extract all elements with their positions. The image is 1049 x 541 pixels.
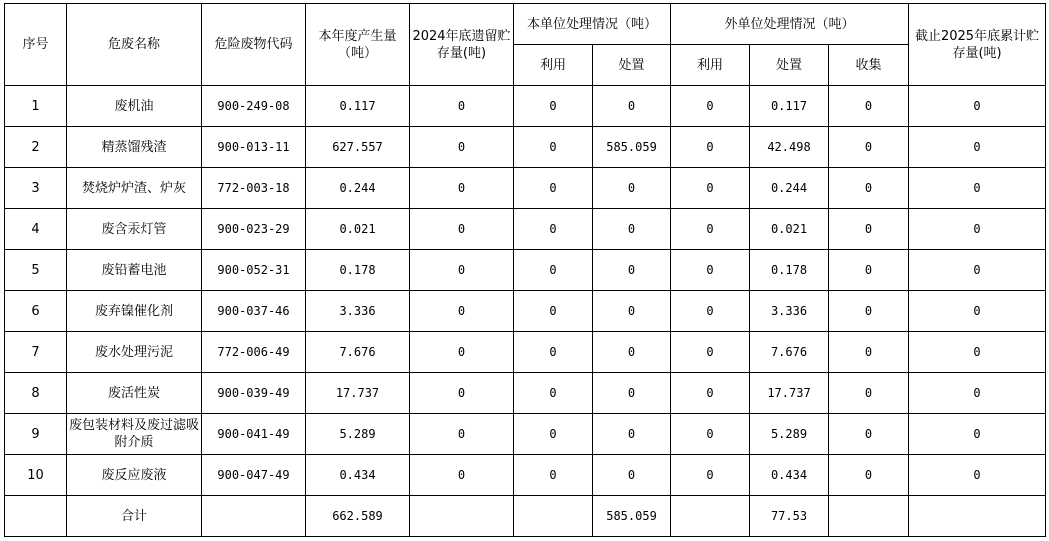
cell-ext-use: 0 xyxy=(671,291,750,332)
cell-int-dispose: 0 xyxy=(593,373,671,414)
cell-code: 900-249-08 xyxy=(202,86,306,127)
cell-cumulative: 0 xyxy=(909,455,1046,496)
cell-code: 900-052-31 xyxy=(202,250,306,291)
cell-carry: 0 xyxy=(410,209,514,250)
cell-cumulative: 0 xyxy=(909,250,1046,291)
cell-annual: 3.336 xyxy=(306,291,410,332)
table-row xyxy=(5,373,1046,414)
table-row xyxy=(5,86,1046,127)
cell-seq: 2 xyxy=(5,127,67,168)
total-label: 合计 xyxy=(67,496,202,537)
cell-int-use: 0 xyxy=(514,414,593,455)
cell-seq: 6 xyxy=(5,291,67,332)
table-row xyxy=(5,414,1046,455)
cell-name: 废水处理污泥 xyxy=(67,332,202,373)
cell-carry: 0 xyxy=(410,127,514,168)
total-int-dispose: 585.059 xyxy=(593,496,671,537)
cell-ext-use: 0 xyxy=(671,209,750,250)
cell-ext-collect: 0 xyxy=(829,455,909,496)
cell-int-use: 0 xyxy=(514,332,593,373)
cell-annual: 17.737 xyxy=(306,373,410,414)
cell-ext-dispose: 42.498 xyxy=(750,127,829,168)
hazardous-waste-table xyxy=(4,3,1046,537)
cell-cumulative: 0 xyxy=(909,332,1046,373)
cell-int-dispose: 0 xyxy=(593,209,671,250)
cell-code: 900-047-49 xyxy=(202,455,306,496)
cell-total-blank xyxy=(671,496,750,537)
cell-carry: 0 xyxy=(410,250,514,291)
total-ext-dispose: 77.53 xyxy=(750,496,829,537)
cell-carry: 0 xyxy=(410,291,514,332)
header-carry: 2024年底遗留贮存量(吨) xyxy=(410,4,514,86)
cell-int-use: 0 xyxy=(514,291,593,332)
cell-ext-use: 0 xyxy=(671,373,750,414)
header-ext-dispose: 处置 xyxy=(750,45,829,86)
cell-name: 废含汞灯管 xyxy=(67,209,202,250)
cell-ext-use: 0 xyxy=(671,127,750,168)
table-row xyxy=(5,332,1046,373)
cell-name: 精蒸馏残渣 xyxy=(67,127,202,168)
cell-seq: 7 xyxy=(5,332,67,373)
cell-seq: 1 xyxy=(5,86,67,127)
cell-name: 废包装材料及废过滤吸附介质 xyxy=(67,414,202,455)
cell-annual: 0.117 xyxy=(306,86,410,127)
cell-int-dispose: 0 xyxy=(593,168,671,209)
cell-seq: 5 xyxy=(5,250,67,291)
table-row xyxy=(5,168,1046,209)
cell-cumulative: 0 xyxy=(909,86,1046,127)
total-annual: 662.589 xyxy=(306,496,410,537)
cell-seq: 3 xyxy=(5,168,67,209)
cell-name: 废铅蓄电池 xyxy=(67,250,202,291)
cell-int-use: 0 xyxy=(514,209,593,250)
cell-ext-dispose: 0.434 xyxy=(750,455,829,496)
cell-ext-collect: 0 xyxy=(829,168,909,209)
cell-int-use: 0 xyxy=(514,250,593,291)
total-row xyxy=(5,496,1046,537)
cell-ext-collect: 0 xyxy=(829,127,909,168)
header-name: 危废名称 xyxy=(67,4,202,86)
cell-ext-use: 0 xyxy=(671,332,750,373)
cell-ext-collect: 0 xyxy=(829,414,909,455)
cell-total-blank xyxy=(202,496,306,537)
cell-name: 废弃镍催化剂 xyxy=(67,291,202,332)
cell-seq: 10 xyxy=(5,455,67,496)
cell-cumulative: 0 xyxy=(909,209,1046,250)
cell-code: 900-041-49 xyxy=(202,414,306,455)
cell-annual: 0.434 xyxy=(306,455,410,496)
cell-ext-collect: 0 xyxy=(829,291,909,332)
cell-ext-dispose: 0.021 xyxy=(750,209,829,250)
cell-int-dispose: 0 xyxy=(593,86,671,127)
cell-total-blank xyxy=(829,496,909,537)
cell-code: 900-023-29 xyxy=(202,209,306,250)
cell-name: 焚烧炉炉渣、炉灰 xyxy=(67,168,202,209)
cell-ext-collect: 0 xyxy=(829,86,909,127)
header-ext-collect: 收集 xyxy=(829,45,909,86)
cell-carry: 0 xyxy=(410,414,514,455)
cell-name: 废机油 xyxy=(67,86,202,127)
cell-ext-collect: 0 xyxy=(829,373,909,414)
header-int-dispose: 处置 xyxy=(593,45,671,86)
cell-int-use: 0 xyxy=(514,168,593,209)
header-cumulative: 截止2025年底累计贮存量(吨) xyxy=(909,4,1046,86)
cell-name: 废反应废液 xyxy=(67,455,202,496)
cell-cumulative: 0 xyxy=(909,414,1046,455)
cell-code: 772-006-49 xyxy=(202,332,306,373)
cell-int-use: 0 xyxy=(514,86,593,127)
cell-seq: 4 xyxy=(5,209,67,250)
cell-int-use: 0 xyxy=(514,373,593,414)
cell-cumulative: 0 xyxy=(909,127,1046,168)
cell-ext-use: 0 xyxy=(671,455,750,496)
cell-name: 废活性炭 xyxy=(67,373,202,414)
cell-annual: 7.676 xyxy=(306,332,410,373)
cell-int-dispose: 0 xyxy=(593,332,671,373)
cell-seq: 8 xyxy=(5,373,67,414)
header-seq: 序号 xyxy=(5,4,67,86)
cell-seq: 9 xyxy=(5,414,67,455)
cell-carry: 0 xyxy=(410,455,514,496)
cell-cumulative: 0 xyxy=(909,373,1046,414)
cell-int-dispose: 0 xyxy=(593,250,671,291)
cell-ext-dispose: 5.289 xyxy=(750,414,829,455)
cell-ext-dispose: 0.117 xyxy=(750,86,829,127)
cell-code: 900-037-46 xyxy=(202,291,306,332)
cell-ext-dispose: 17.737 xyxy=(750,373,829,414)
cell-total-blank xyxy=(514,496,593,537)
cell-ext-dispose: 0.244 xyxy=(750,168,829,209)
cell-ext-use: 0 xyxy=(671,414,750,455)
cell-ext-dispose: 3.336 xyxy=(750,291,829,332)
cell-int-use: 0 xyxy=(514,455,593,496)
cell-code: 772-003-18 xyxy=(202,168,306,209)
cell-ext-use: 0 xyxy=(671,168,750,209)
header-internal: 本单位处理情况（吨） xyxy=(514,4,671,45)
cell-ext-dispose: 7.676 xyxy=(750,332,829,373)
cell-annual: 0.244 xyxy=(306,168,410,209)
cell-ext-collect: 0 xyxy=(829,332,909,373)
cell-annual: 5.289 xyxy=(306,414,410,455)
cell-total-blank xyxy=(909,496,1046,537)
header-int-use: 利用 xyxy=(514,45,593,86)
header-code: 危险废物代码 xyxy=(202,4,306,86)
cell-ext-use: 0 xyxy=(671,250,750,291)
header-row-top xyxy=(5,4,1046,45)
cell-int-dispose: 0 xyxy=(593,455,671,496)
table-row xyxy=(5,455,1046,496)
cell-carry: 0 xyxy=(410,332,514,373)
table-row xyxy=(5,250,1046,291)
cell-total-blank xyxy=(5,496,67,537)
cell-annual: 627.557 xyxy=(306,127,410,168)
cell-ext-collect: 0 xyxy=(829,250,909,291)
cell-cumulative: 0 xyxy=(909,168,1046,209)
cell-carry: 0 xyxy=(410,168,514,209)
table-row xyxy=(5,209,1046,250)
header-external: 外单位处理情况（吨） xyxy=(671,4,909,45)
cell-annual: 0.021 xyxy=(306,209,410,250)
cell-carry: 0 xyxy=(410,373,514,414)
header-ext-use: 利用 xyxy=(671,45,750,86)
cell-code: 900-013-11 xyxy=(202,127,306,168)
cell-carry: 0 xyxy=(410,86,514,127)
cell-ext-use: 0 xyxy=(671,86,750,127)
cell-total-blank xyxy=(410,496,514,537)
cell-code: 900-039-49 xyxy=(202,373,306,414)
table-row xyxy=(5,291,1046,332)
cell-cumulative: 0 xyxy=(909,291,1046,332)
header-annual: 本年度产生量（吨） xyxy=(306,4,410,86)
cell-int-dispose: 0 xyxy=(593,414,671,455)
cell-annual: 0.178 xyxy=(306,250,410,291)
cell-int-use: 0 xyxy=(514,127,593,168)
cell-int-dispose: 0 xyxy=(593,291,671,332)
cell-ext-dispose: 0.178 xyxy=(750,250,829,291)
cell-ext-collect: 0 xyxy=(829,209,909,250)
table-body xyxy=(5,86,1046,537)
cell-int-dispose: 585.059 xyxy=(593,127,671,168)
table-row xyxy=(5,127,1046,168)
